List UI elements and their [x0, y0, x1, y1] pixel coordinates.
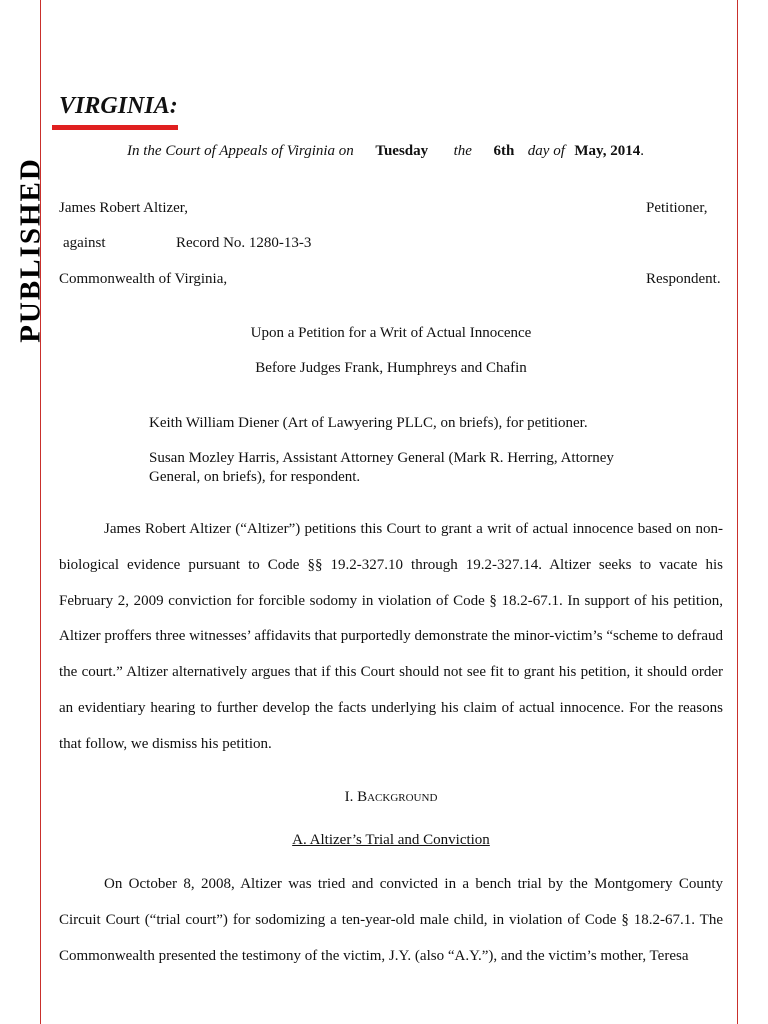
trial-paragraph [59, 867, 723, 974]
court-the: the [453, 143, 472, 159]
record-number: Record No. 1280-13-3 [176, 235, 312, 251]
counsel-respondent: Susan Mozley Harris, Assistant Attorney General (Mark R. Herring, Attorney General, on briefs), for respondent. [149, 450, 614, 485]
court-day-of: day of [527, 143, 565, 159]
published-stamp: PUBLISHED [14, 157, 47, 343]
court-prefix: In the Court of Appeals of Virginia on [127, 143, 354, 159]
court-weekday: Tuesday [375, 143, 429, 159]
court-date-line [127, 143, 644, 160]
subsection-heading [59, 832, 723, 849]
state-heading-underline [52, 125, 178, 130]
court-end-period: . [640, 143, 644, 159]
trial-text: On October 8, 2008, Altizer was tried and convicted in a bench trial by the Montgomery County Circuit Court (“trial court”) for sodomizing a ten-year-old male child, in violation of Code § 18.2-67.1. The Commonwealth presented the testimony of the victim, J.Y. (also “A.Y.”), and the victim’s mother, Teresa [59, 876, 723, 964]
respondent-role: Respondent. [646, 271, 721, 287]
petitioner-name: James Robert Altizer, [59, 200, 188, 216]
right-margin-rule [737, 0, 738, 1024]
left-margin-rule [40, 0, 41, 1024]
judges-line: Before Judges Frank, Humphreys and Chafin [255, 360, 527, 376]
petition-title: Upon a Petition for a Writ of Actual Innocence [250, 325, 532, 341]
state-heading: VIRGINIA: [59, 93, 178, 119]
court-month-year: May, 2014 [574, 143, 641, 159]
counsel-petitioner: Keith William Diener (Art of Lawyering PLLC, on briefs), for petitioner. [149, 415, 588, 431]
respondent-name: Commonwealth of Virginia, [59, 271, 228, 287]
court-day: 6th [493, 143, 515, 159]
intro-text: James Robert Altizer (“Altizer”) petitions this Court to grant a writ of actual innocence based on non-biological evidence pursuant to Code §§ 19.2-327.10 through 19.2-327.14. Altizer seeks to vacate his February 2, 2009 conviction for forcible sodomy in violation of Code § 18.2-67.1. In support of his petition, Altizer proffers three witnesses’ affidavits that purportedly demonstrate the minor-victim’s “scheme to defraud the court.” Altizer alternatively argues that if this Court should not see fit to grant his petition, it should order an evidentiary hearing to further develop the facts underlying his claim of actual innocence. For the reasons that follow, we dismiss his petition. [59, 521, 723, 752]
subsection-heading-text: A. Altizer’s Trial and Conviction [292, 832, 490, 848]
intro-paragraph [59, 512, 723, 763]
petitioner-role: Petitioner, [646, 200, 708, 216]
against-label: against [63, 235, 106, 251]
section-heading: I. Background [344, 789, 438, 805]
